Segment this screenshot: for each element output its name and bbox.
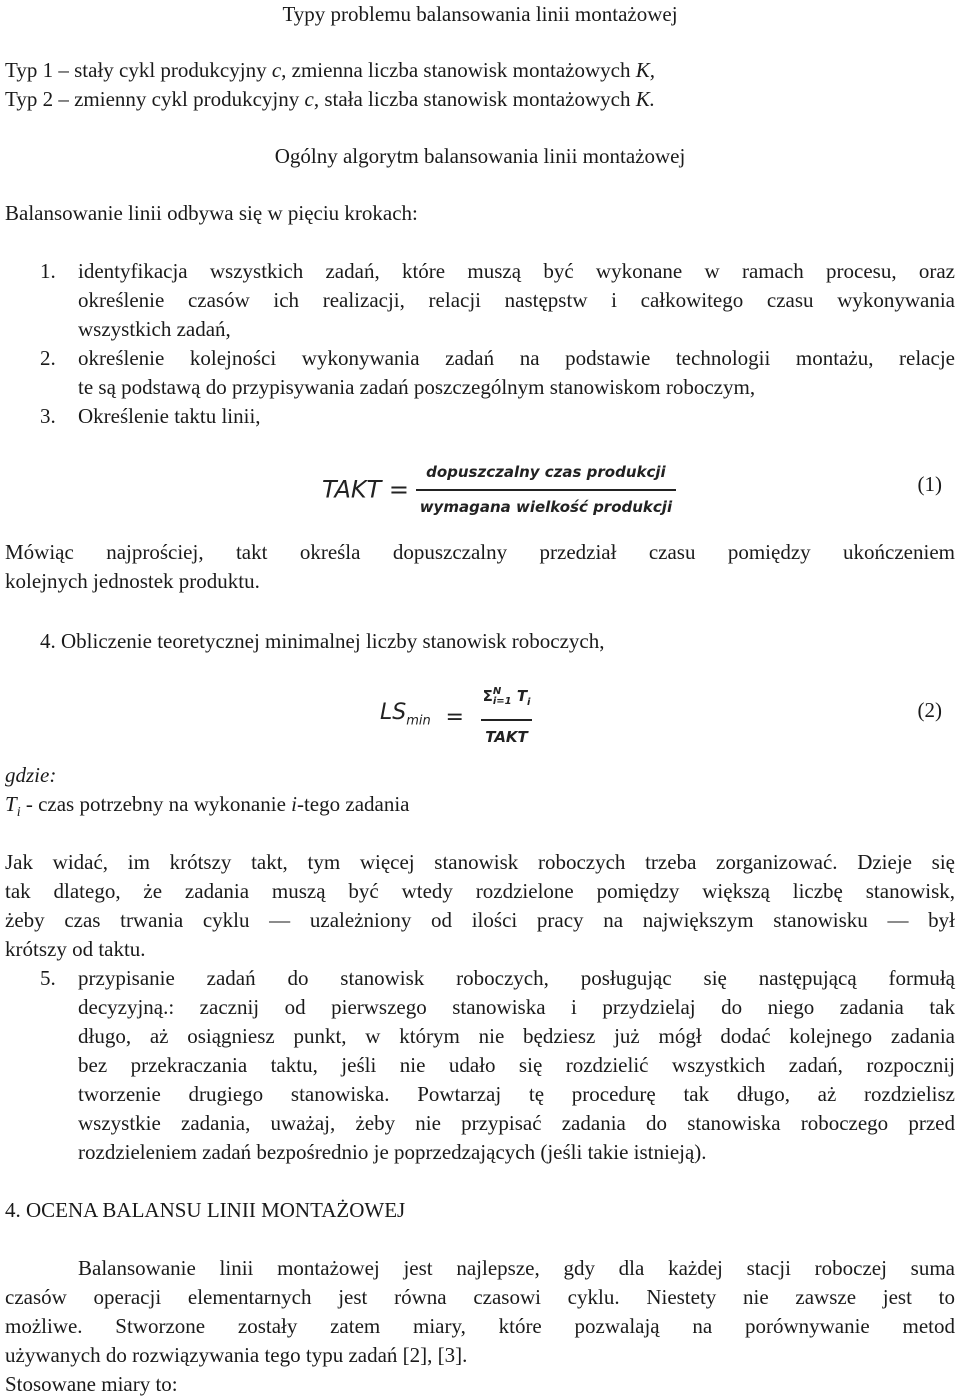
step-2-line-2: te są podstawą do przypisywania zadań poszczególnym stanowiskom roboczym, (78, 375, 756, 399)
step-5-line-5: tworzenie drugiego stanowiska. Powtarzaj tę procedurę tak długo, aż rozdzielisz (78, 1082, 955, 1106)
equation-number-2: (2) (917, 698, 942, 722)
type-1-line (5, 56, 955, 85)
section-4-heading: 4. OCENA BALANSU LINII MONTAŻOWEJ (5, 1198, 406, 1222)
step-5-line-7: rozdzieleniem zadań bezpośrednio je poprzedzających (jeśli takie istnieją). (78, 1140, 707, 1164)
sum-term: T (516, 687, 528, 705)
formula-takt (322, 458, 676, 522)
type-1-mid: , zmienna liczba stanowisk montażowych (281, 58, 636, 82)
where-definition (5, 790, 955, 827)
step-2-line-1: określenie kolejności wykonywania zadań na podstawie technologii montażu, relacje (78, 346, 955, 370)
type-1-text: Typ 1 – stały cykl produkcyjny (5, 58, 272, 82)
doc-title: Typy problemu balansowania linii montażowej (282, 2, 678, 26)
paragraph-2-line-1: Jak widać, im krótszy takt, tym więcej stanowisk roboczych trzeba zorganizować. Dzieje się (5, 850, 955, 874)
var-i: i (291, 792, 297, 816)
step-1-line-3: wszystkich zadań, (78, 317, 231, 341)
formula-ls-numerator (479, 682, 535, 719)
step-2-number: 2. (40, 346, 56, 370)
section-heading-algorithm: Ogólny algorytm balansowania linii montażowej (274, 144, 686, 168)
formula-ls-lhs (380, 700, 431, 729)
where-label: gdzie: (5, 763, 57, 787)
formula-ls-symbol: LS (380, 700, 407, 726)
step-5-line-6: wszystkie zadania, uważaj, żeby nie przypisać zadania do stanowiska roboczego przed (78, 1111, 955, 1135)
step-5-number: 5. (40, 966, 56, 990)
paragraph-2-line-3: żeby czas trwania cyklu — uzależniony od ilości pracy na największym stanowisku — był (5, 908, 955, 932)
equation-number-1: (1) (917, 472, 942, 496)
step-5-line-4: bez przekraczania taktu, jeśli nie udało się rozdzielić wszystkich zadań, rozpocznij (78, 1053, 955, 1077)
formula-takt-lhs: TAKT = (322, 475, 410, 504)
type-2-line (5, 85, 955, 114)
formula-takt-denominator: wymagana wielkość produkcji (416, 489, 676, 522)
paragraph-3-line-3: możliwe. Stworzone zostały zatem miary, które pozwalają na porównywanie metod (5, 1314, 955, 1338)
formula-ls-min (380, 682, 534, 752)
symbol-t-subscript: i (16, 805, 21, 821)
symbol-t: T (5, 792, 17, 816)
var-k: K. (635, 87, 655, 111)
var-c: c (271, 58, 282, 82)
step-4-line: 4. Obliczenie teoretycznej minimalnej liczby stanowisk roboczych, (40, 629, 605, 653)
paragraph-3-line-4: używanych do rozwiązywania tego typu zadań [2], [3]. (5, 1343, 468, 1367)
step-5-line-3: długo, aż osiągniesz punkt, w którym nie będziesz już mógł dodać kolejnego zadania (78, 1024, 955, 1048)
paragraph-3-line-1: Balansowanie linii montażowej jest najlepsze, gdy dla każdej stacji roboczej suma (78, 1256, 955, 1280)
sum-upper-limit: N (492, 685, 502, 697)
formula-takt-numerator: dopuszczalny czas produkcji (426, 463, 666, 481)
paragraph-2-line-2: tak dlatego, że zadania muszą być wtedy rozdzielone pomiędzy większą liczbę stanowisk, (5, 879, 955, 903)
definition-text-end: -tego zadania (296, 792, 410, 816)
step-1-number: 1. (40, 259, 56, 283)
definition-text: - czas potrzebny na wykonanie (20, 792, 292, 816)
intro-line: Balansowanie linii odbywa się w pięciu krokach: (5, 201, 418, 225)
formula-ls-equals: = (445, 704, 464, 730)
takt-description-line-2: kolejnych jednostek produktu. (5, 569, 260, 593)
var-c: c (304, 87, 314, 111)
type-2-mid: , stała liczba stanowisk montażowych (313, 87, 636, 111)
var-k: K, (635, 58, 655, 82)
measures-line: Stosowane miary to: (5, 1372, 178, 1396)
formula-ls-fraction (479, 682, 535, 752)
takt-description-line-1: Mówiąc najprościej, takt określa dopuszczalny przedział czasu pomiędzy ukończeniem (5, 540, 955, 564)
type-2-text: Typ 2 – zmienny cykl produkcyjny (5, 87, 305, 111)
formula-ls-denominator: TAKT (481, 719, 532, 752)
step-5-line-1: przypisanie zadań do stanowisk roboczych, posługując się następującą formułą (78, 966, 955, 990)
formula-takt-fraction (416, 458, 676, 522)
sum-term-subscript: i (527, 697, 531, 708)
sum-lower-limit: i=1 (492, 695, 512, 707)
step-1-line-1: identyfikacja wszystkich zadań, które muszą być wykonane w ramach procesu, oraz (78, 259, 955, 283)
paragraph-2-line-4: krótszy od taktu. (5, 937, 146, 961)
paragraph-3-line-2: czasów operacji elementarnych jest równa czasowi cyklu. Niestety nie zawsze jest to (5, 1285, 955, 1309)
step-3-number: 3. (40, 404, 56, 428)
step-1-line-2: określenie czasów ich realizacji, relacji następstw i całkowitego czasu wykonywania (78, 288, 955, 312)
sum-symbol: Σ (482, 687, 493, 705)
formula-ls-subscript: min (406, 713, 431, 729)
step-3-line-1: Określenie taktu linii, (78, 404, 261, 428)
step-5-line-2: decyzyjną.: zacznij od pierwszego stanowiska i przydzielaj do niego zadania tak (78, 995, 955, 1019)
